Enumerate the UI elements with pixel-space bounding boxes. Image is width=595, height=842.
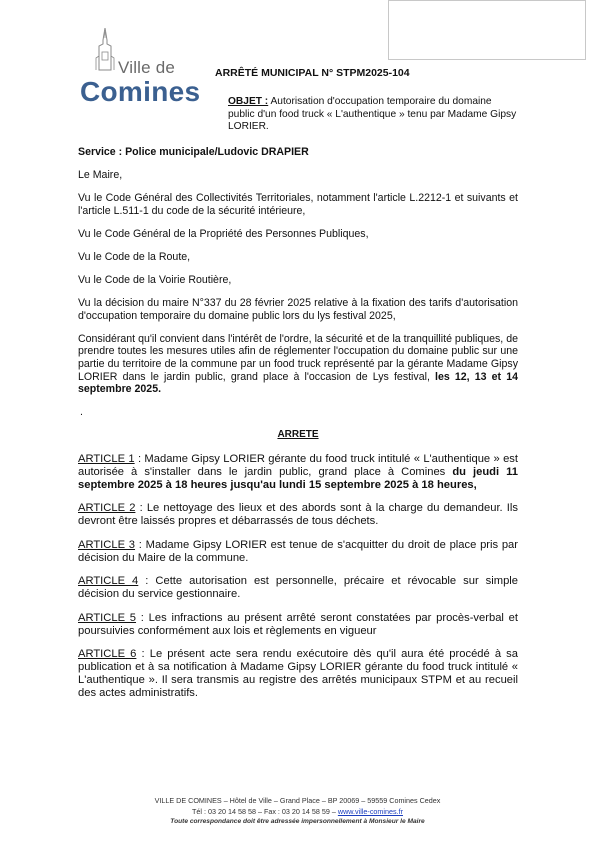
objet-block — [228, 96, 518, 134]
maire-line: Le Maire, — [78, 169, 123, 182]
article-1 — [78, 453, 518, 492]
website-link[interactable]: www.ville-comines.fr — [337, 806, 403, 816]
article-4-label: ARTICLE 4 — [78, 575, 139, 587]
considerant-text: Considérant qu'il convient dans l'intérêt de l'ordre, la sécurité et de la tranquillité publiques, de prendre toutes les mesures utiles afin de réglementer l'occupation du domaine public sur une partie du territoire de la commune par un food truck représenté par la gérante Madame Gipsy LORIER dans le jardin public, grand place à l'occasion de Lys festival, — [78, 332, 518, 383]
stamp-box — [388, 0, 586, 60]
page-footer — [0, 796, 595, 828]
logo-comines-text: Comines — [80, 76, 201, 107]
vu-code-voirie: Vu le Code de la Voirie Routière, — [78, 274, 232, 287]
separator-dot: . — [80, 406, 83, 419]
service-line: Service : Police municipale/Ludovic DRAPIER — [78, 146, 309, 158]
article-5-label: ARTICLE 5 — [78, 611, 137, 624]
footer-phone-fax: Tél : 03 20 14 58 58 – Fax : 03 20 14 58 59 – — [192, 806, 338, 816]
footer-contact — [0, 807, 595, 818]
article-6 — [78, 648, 518, 700]
church-tower-icon — [94, 28, 116, 72]
logo-ville-text: Ville de — [118, 58, 176, 77]
footer-address: VILLE DE COMINES – Hôtel de Ville – Grand Place – BP 20069 – 59559 Comines Cedex — [154, 796, 441, 805]
article-2-label: ARTICLE 2 — [78, 502, 136, 514]
considerant-dates: les 12, 13 et 14 septembre 2025. — [78, 370, 518, 396]
objet-text: Autorisation d'occupation temporaire du domaine public d'un food truck « L'authentique » tenu par Madame Gipsy LORIER. — [228, 96, 517, 132]
article-5-text: : Les infractions au présent arrêté seront constatées par procès-verbal et poursuivies conformément aux lois et règlements en vigueur — [78, 611, 518, 637]
vu-cgppp: Vu le Code Général de la Propriété des Personnes Publiques, — [78, 227, 369, 240]
article-1-dates: du jeudi 11 septembre 2025 à 18 heures jusqu'au lundi 15 septembre 2025 à 18 heures, — [78, 465, 518, 491]
vu-cgct: Vu le Code Général des Collectivités Territoriales, notamment l'article L.2212-1 et suivants et l'article L.511-1 du code de la sécurité intérieure, — [78, 192, 518, 217]
vu-decision: Vu la décision du maire N°337 du 28 février 2025 relative à la fixation des tarifs d'autorisation d'occupation temporaire du domaine public lors du lys festival 2025, — [78, 297, 518, 322]
article-4 — [78, 575, 518, 601]
article-4-text: : Cette autorisation est personnelle, précaire et révocable sur simple décision du service gestionnaire. — [78, 575, 519, 600]
considerant-paragraph — [78, 333, 518, 396]
article-6-label: ARTICLE 6 — [78, 648, 137, 660]
article-1-label: ARTICLE 1 — [78, 452, 135, 465]
document-body — [78, 146, 518, 711]
document-title: ARRÊTÉ MUNICIPAL N° STPM2025-104 — [215, 67, 410, 79]
article-5 — [78, 612, 518, 638]
article-6-text: : Le présent acte sera rendu exécutoire dès qu'il aura été procédé à sa publication et à sa notification à Madame Gipsy LORIER gérante du food truck intitulé « L'authentique ». Il sera transmis au registre des arrêtés municipaux STPM et au recueil des actes administratifs. — [78, 648, 518, 699]
comines-logo — [80, 28, 201, 110]
article-2 — [78, 502, 518, 528]
article-3-text: : Madame Gipsy LORIER est tenue de s'acquitter du droit de place pris par décision du Maire de la commune. — [78, 538, 519, 564]
article-1-text: : Madame Gipsy LORIER gérante du food truck intitulé « L'authentique » est autorisée à s'installer dans le jardin public, grand place à Comines — [78, 452, 518, 478]
objet-label: OBJET : — [228, 96, 269, 107]
article-2-text: : Le nettoyage des lieux et des abords sont à la charge du demandeur. Ils devront être laissés propres et débarrassés de tous déchets. — [78, 502, 518, 527]
article-3 — [78, 539, 518, 565]
arrete-heading: ARRETE — [277, 429, 319, 441]
article-3-label: ARTICLE 3 — [78, 538, 136, 551]
vu-code-route: Vu le Code de la Route, — [78, 250, 191, 263]
footer-notice: Toute correspondance doit être adressée impersonnellement à Monsieur le Maire — [170, 818, 425, 825]
